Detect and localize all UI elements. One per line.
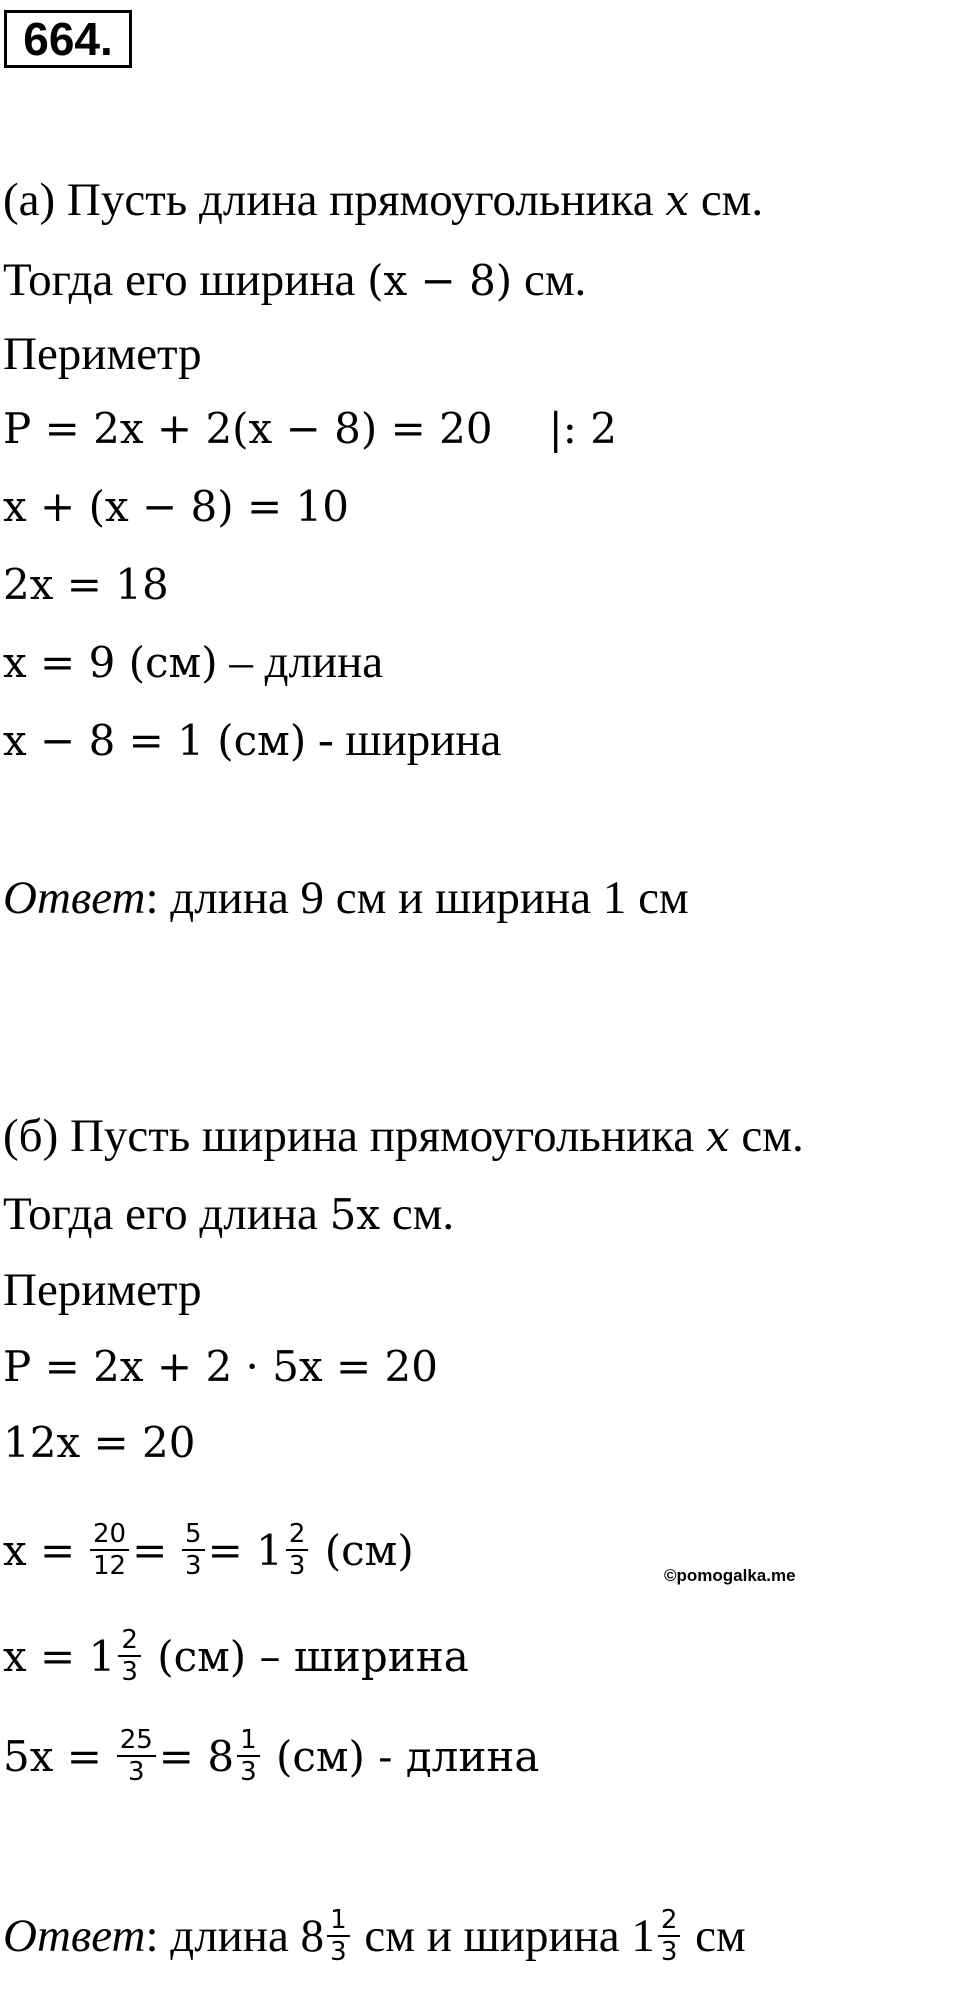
fraction-denominator: 3 bbox=[240, 1757, 257, 1788]
fraction-2-3 bbox=[286, 1519, 309, 1581]
part-a-eq1-expr: P = 2x + 2(x − 8) = 20 bbox=[3, 404, 493, 453]
part-a-eq4 bbox=[3, 634, 383, 690]
fraction-denominator: 12 bbox=[92, 1551, 127, 1582]
part-b-eq3-lhs: x = bbox=[3, 1526, 76, 1575]
part-b-eq5 bbox=[3, 1716, 539, 1796]
part-a-answer-word: Ответ bbox=[3, 872, 146, 924]
part-b-answer-text-1: : длина 8 bbox=[145, 1910, 325, 1962]
fraction-numerator: 25 bbox=[117, 1725, 156, 1757]
part-b-eq5-mid: = 8 bbox=[158, 1732, 235, 1781]
fraction-numerator: 2 bbox=[286, 1519, 309, 1551]
fraction-25-3 bbox=[117, 1725, 156, 1787]
part-b-eq3-equals: = bbox=[132, 1526, 168, 1575]
part-a-var: x bbox=[665, 176, 690, 225]
fraction-denominator: 3 bbox=[330, 1937, 347, 1968]
part-a-then-unit: см. bbox=[512, 254, 587, 306]
part-a-eq5 bbox=[3, 712, 501, 768]
part-a-eq4-note: – длина bbox=[217, 636, 384, 688]
fraction-denominator: 3 bbox=[121, 1657, 138, 1688]
part-a-then-expr: (x − 8) bbox=[367, 256, 513, 305]
part-a-eq3 bbox=[3, 556, 169, 612]
part-b-intro-unit: см. bbox=[729, 1110, 804, 1162]
fraction-20-12 bbox=[90, 1519, 129, 1581]
part-a-eq5-expr: x − 8 = 1 (см) bbox=[3, 716, 307, 765]
part-a-eq1 bbox=[3, 400, 617, 456]
part-b-answer bbox=[3, 1896, 746, 1976]
part-b-answer-text-3: см bbox=[683, 1910, 746, 1962]
part-b-eq1-expr: P = 2x + 2 · 5x = 20 bbox=[3, 1342, 438, 1391]
watermark: ©pomogalka.me bbox=[664, 1566, 796, 1585]
part-a-label: (а) bbox=[3, 174, 56, 226]
part-b-then-text: Тогда его длина bbox=[3, 1188, 330, 1240]
part-b-intro bbox=[3, 1108, 804, 1164]
part-a-intro-text: Пусть длина прямоугольника bbox=[55, 174, 666, 226]
part-b-answer-text-2: см и ширина 1 bbox=[352, 1910, 655, 1962]
fraction-numerator: 5 bbox=[182, 1519, 205, 1551]
part-a-answer-text: : длина 9 см и ширина 1 см bbox=[145, 872, 689, 924]
part-a-eq2-expr: x + (x − 8) = 10 bbox=[3, 482, 349, 531]
part-b-intro-text: Пусть ширина прямоугольника bbox=[58, 1110, 706, 1162]
part-a-eq5-note: - ширина bbox=[306, 714, 502, 766]
part-a-then bbox=[3, 252, 586, 308]
part-b-answer-word: Ответ bbox=[3, 1910, 146, 1962]
part-b-eq1 bbox=[3, 1338, 438, 1394]
part-a-then-text: Тогда его ширина bbox=[3, 254, 368, 306]
part-a-eq4-expr: x = 9 (см) bbox=[3, 638, 218, 687]
fraction-5-3 bbox=[182, 1519, 205, 1581]
fraction-1-3 bbox=[327, 1905, 350, 1967]
part-a-perimeter-word: Периметр bbox=[3, 328, 202, 380]
part-b-then bbox=[3, 1186, 454, 1242]
part-b-label: (б) bbox=[3, 1110, 59, 1162]
part-a-eq2 bbox=[3, 478, 349, 534]
part-a-intro bbox=[3, 172, 763, 228]
part-b-eq2 bbox=[3, 1414, 195, 1470]
part-b-eq4 bbox=[3, 1616, 469, 1696]
fraction-numerator: 2 bbox=[658, 1905, 681, 1937]
part-b-eq3-unit: (см) bbox=[311, 1526, 414, 1575]
part-b-eq5-tail: (см) - длина bbox=[262, 1732, 540, 1781]
fraction-2-3 bbox=[658, 1905, 681, 1967]
part-b-eq4-lhs: x = 1 bbox=[3, 1632, 116, 1681]
part-b-perimeter-word: Периметр bbox=[3, 1264, 202, 1316]
fraction-numerator: 2 bbox=[118, 1625, 141, 1657]
part-b-eq3 bbox=[3, 1510, 414, 1590]
fraction-denominator: 3 bbox=[127, 1757, 145, 1788]
problem-number: 664. bbox=[4, 10, 132, 68]
part-a-eq3-expr: 2x = 18 bbox=[3, 560, 169, 609]
fraction-numerator: 1 bbox=[327, 1905, 350, 1937]
part-b-then-expr: 5x bbox=[329, 1190, 381, 1239]
fraction-numerator: 1 bbox=[237, 1725, 260, 1757]
part-a-answer bbox=[3, 870, 689, 926]
part-b-var: x bbox=[705, 1112, 730, 1161]
part-b-then-unit: см. bbox=[380, 1188, 455, 1240]
fraction-denominator: 3 bbox=[660, 1937, 678, 1968]
fraction-numerator: 20 bbox=[90, 1519, 129, 1551]
part-b-eq4-tail: (см) – ширина bbox=[143, 1632, 469, 1681]
part-b-eq5-lhs: 5x = bbox=[3, 1732, 102, 1781]
fraction-denominator: 3 bbox=[288, 1551, 306, 1582]
part-a-intro-unit: см. bbox=[689, 174, 764, 226]
part-a-eq1-note: |: 2 bbox=[548, 404, 617, 453]
part-b-eq3-equals-mixed: = 1 bbox=[207, 1526, 283, 1575]
fraction-2-3 bbox=[118, 1625, 141, 1687]
fraction-1-3 bbox=[237, 1725, 260, 1787]
fraction-denominator: 3 bbox=[185, 1551, 202, 1582]
part-b-eq2-expr: 12x = 20 bbox=[3, 1418, 196, 1467]
